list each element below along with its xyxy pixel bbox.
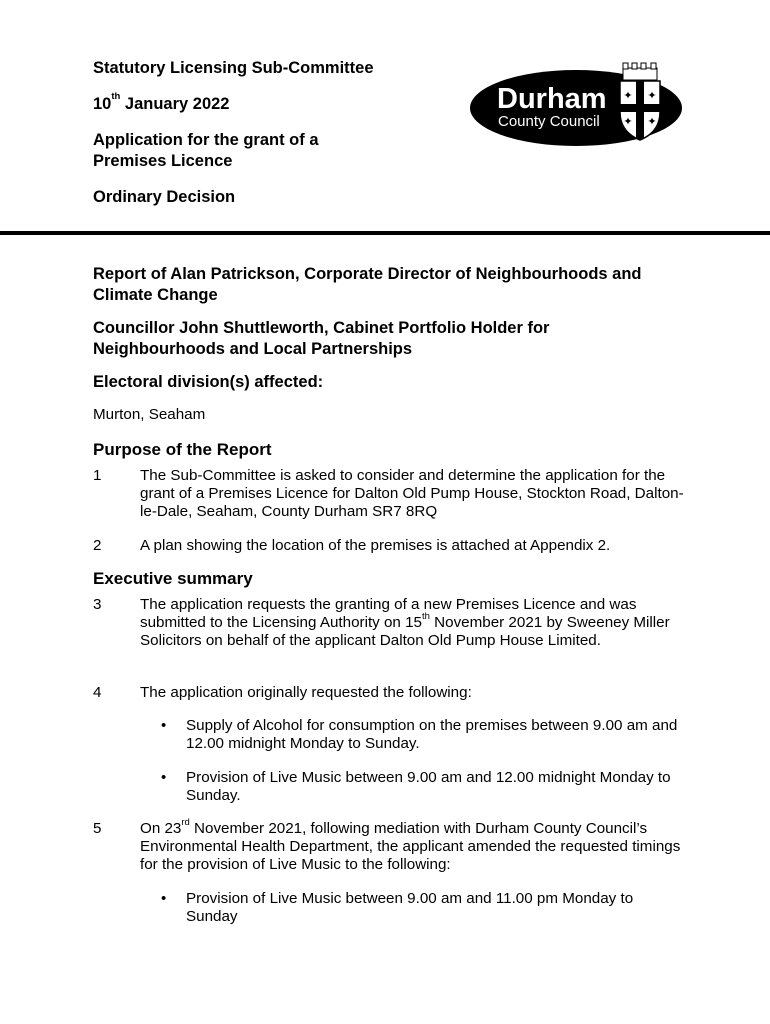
purpose-heading: Purpose of the Report bbox=[93, 440, 272, 459]
electoral-heading: Electoral division(s) affected: bbox=[93, 373, 324, 391]
paragraph-number: 2 bbox=[93, 537, 102, 554]
portfolio-holder: Councillor John Shuttleworth, Cabinet Portfolio Holder for Neighbourhoods and Local Partnerships bbox=[93, 319, 550, 358]
decision-type: Ordinary Decision bbox=[93, 188, 236, 206]
committee-name: Statutory Licensing Sub-Committee bbox=[93, 59, 374, 77]
application-title-line1: Application for the grant of a bbox=[93, 131, 319, 149]
bullet-live-music: Provision of Live Music between 9.00 am and 12.00 midnight Monday to Sunday. bbox=[186, 769, 671, 804]
summary-heading: Executive summary bbox=[93, 569, 253, 588]
logo-name: Durham bbox=[497, 83, 607, 115]
bullet-icon: • bbox=[161, 769, 167, 786]
bullet-amended-live-music: Provision of Live Music between 9.00 am and 11.00 pm Monday to Sunday bbox=[186, 890, 634, 925]
paragraph-2: A plan showing the location of the premises is attached at Appendix 2. bbox=[140, 537, 611, 554]
paragraph-number: 3 bbox=[93, 596, 102, 613]
paragraph-number: 4 bbox=[93, 684, 102, 701]
bullet-icon: • bbox=[161, 890, 167, 907]
report-author: Report of Alan Patrickson, Corporate Director of Neighbourhoods and Climate Change bbox=[93, 265, 642, 304]
application-title-line2: Premises Licence bbox=[93, 152, 233, 170]
paragraph-4: The application originally requested the following: bbox=[140, 684, 472, 701]
svg-text:✦: ✦ bbox=[647, 115, 657, 128]
meeting-date: 10th January 2022 bbox=[93, 91, 230, 113]
bullet-alcohol: Supply of Alcohol for consumption on the premises between 9.00 am and 12.00 midnight Monday to Sunday. bbox=[186, 717, 678, 752]
paragraph-number: 5 bbox=[93, 820, 102, 837]
svg-text:✦: ✦ bbox=[647, 89, 657, 102]
svg-text:✦: ✦ bbox=[623, 89, 633, 102]
paragraph-3: The application requests the granting of a new Premises Licence and was submitted to the Licensing Authority on 15th November 2021 by Sweeney Miller Solicitors on behalf of the applicant Dalton Old Pump House Limited. bbox=[140, 596, 670, 649]
svg-text:✦: ✦ bbox=[623, 115, 633, 128]
crest-icon bbox=[620, 63, 660, 140]
paragraph-1: The Sub-Committee is asked to consider and determine the application for the grant of a Premises Licence for Dalton Old Pump House, Stockton Road, Dalton-le-Dale, Seaham, County Durham SR7 8RQ bbox=[140, 467, 684, 520]
paragraph-5: On 23rd November 2021, following mediation with Durham County Council’s Environmental Health Department, the applicant amended the requested timings for the provision of Live Music to the following: bbox=[140, 817, 681, 873]
header-divider bbox=[0, 231, 770, 235]
paragraph-number: 1 bbox=[93, 467, 102, 484]
durham-logo-graphic bbox=[470, 62, 685, 150]
electoral-value: Murton, Seaham bbox=[93, 406, 206, 423]
durham-logo bbox=[470, 62, 685, 150]
logo-subname: County Council bbox=[498, 113, 600, 130]
bullet-icon: • bbox=[161, 717, 167, 734]
